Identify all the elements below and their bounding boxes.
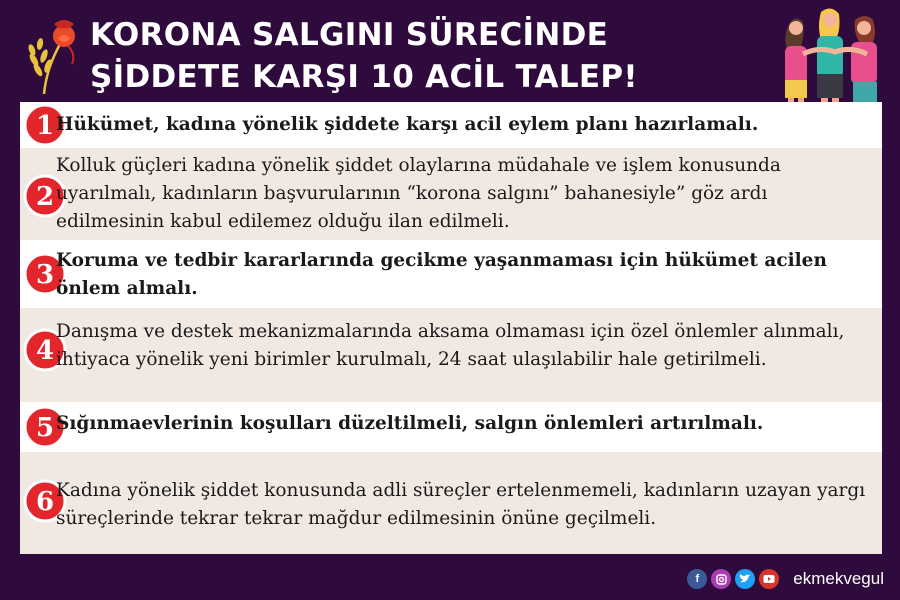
flower-logo-icon: [24, 14, 82, 96]
item-text: Kadına yönelik şiddet konusunda adli süreçler ertelenmemeli, kadınların uzayan yargı süreçlerinde tekrar tekrar mağdur edilmesinin önüne geçilmeli.: [56, 480, 866, 529]
svg-text:1: 1: [35, 111, 55, 141]
title-line-1: KORONA SALGINI SÜRECİNDE: [90, 17, 609, 53]
youtube-icon[interactable]: [759, 569, 779, 589]
twitter-icon[interactable]: [735, 569, 755, 589]
svg-text:3: 3: [35, 260, 55, 290]
item-text: Hükümet, kadına yönelik şiddete karşı acil eylem planı hazırlamalı.: [56, 114, 759, 135]
item-text: Koruma ve tedbir kararlarında gecikme yaşanmaması için hükümet acilen önlem almalı.: [56, 250, 827, 299]
item-text: Kolluk güçleri kadına yönelik şiddet olaylarına müdahale ve işlem konusunda uyarılmalı, kadınların başvurularının “korona salgını” bahanesiyle” göz ardı edilmesinin kabul edilemez olduğu ilan edilmeli.: [56, 155, 781, 232]
svg-text:2: 2: [35, 182, 55, 212]
page-title: [90, 14, 710, 98]
svg-text:5: 5: [35, 413, 55, 443]
facebook-icon[interactable]: f: [687, 569, 707, 589]
social-handle[interactable]: ekmekvegul: [793, 569, 884, 588]
social-footer: [687, 568, 884, 590]
list-item: [20, 102, 882, 148]
item-text: Sığınmaevlerinin koşulları düzeltilmeli, salgın önlemleri artırılmalı.: [56, 413, 764, 434]
svg-text:6: 6: [35, 487, 55, 517]
list-item: [20, 308, 882, 402]
list-item: [20, 240, 882, 308]
list-item: [20, 402, 882, 452]
item-text: Danışma ve destek mekanizmalarında aksama olmaması için özel önlemler alınmalı, ihtiyaca yönelik yeni birimler kurulmalı, 24 saat ulaşılabilir hale getirilmeli.: [56, 321, 845, 370]
list-item: [20, 452, 882, 554]
instagram-icon[interactable]: [711, 569, 731, 589]
svg-text:4: 4: [35, 336, 55, 366]
list-item: [20, 148, 882, 240]
title-line-2: ŞİDDETE KARŞI 10 ACİL TALEP!: [90, 59, 638, 95]
